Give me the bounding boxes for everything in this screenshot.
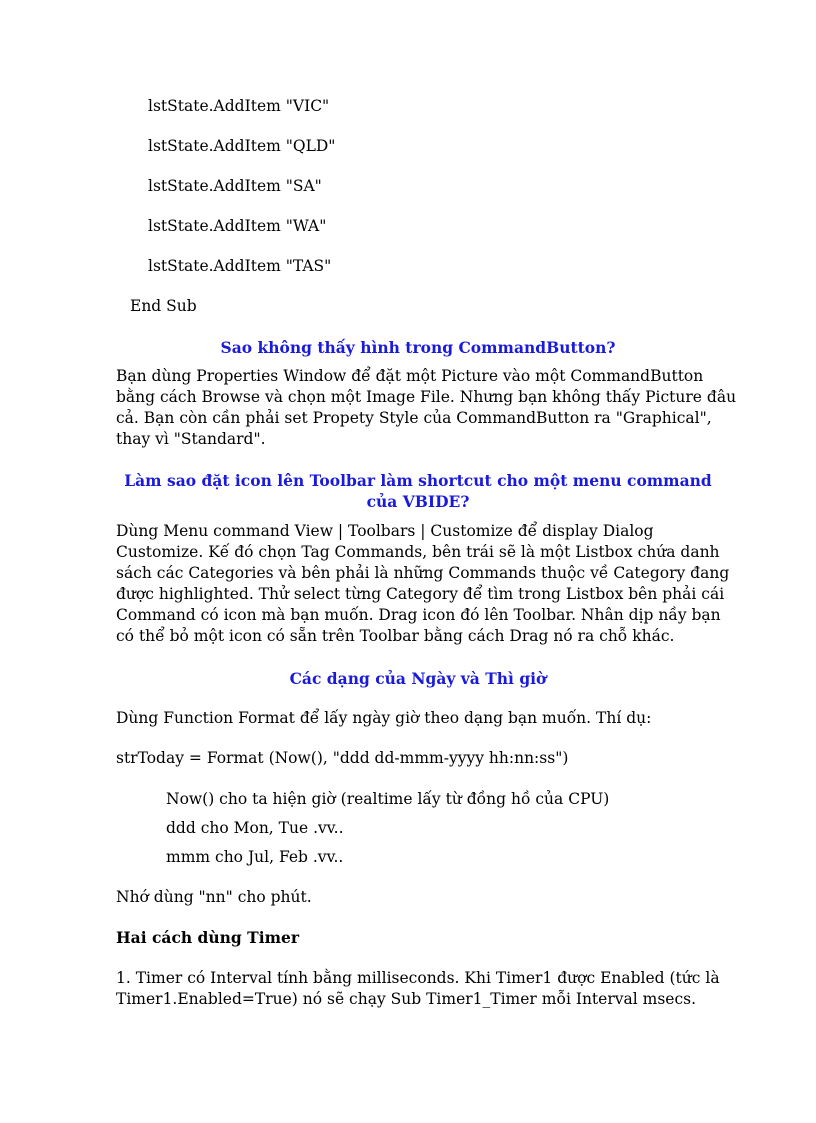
- paragraph-line: Customize. Kế đó chọn Tag Commands, bên trái sẽ là một Listbox chứa danh: [116, 543, 720, 561]
- paragraph-line: có thể bỏ một icon có sẵn trên Toolbar bằng cách Drag nó ra chỗ khác.: [116, 627, 675, 645]
- heading-toolbar-icon-cont: của VBIDE?: [366, 492, 470, 511]
- paragraph-line: cả. Bạn còn cần phải set Propety Style của CommandButton ra "Graphical",: [116, 409, 712, 427]
- paragraph-line: thay vì "Standard".: [116, 430, 266, 448]
- heading-date-time-formats: Các dạng của Ngày và Thì giờ: [289, 669, 547, 688]
- code-line: lstState.AddItem "WA": [148, 217, 327, 235]
- paragraph-line: Nhớ dùng "nn" cho phút.: [116, 888, 312, 906]
- paragraph-line: Dùng Function Format để lấy ngày giờ theo dạng bạn muốn. Thí dụ:: [116, 709, 652, 727]
- code-line: lstState.AddItem "TAS": [148, 257, 332, 275]
- example-code-line: strToday = Format (Now(), "ddd dd-mmm-yyyy hh:nn:ss"): [116, 749, 569, 767]
- paragraph-line: sách các Categories và bên phải là những Commands thuộc về Category đang: [116, 564, 730, 582]
- format-note: Now() cho ta hiện giờ (realtime lấy từ đồng hồ của CPU): [166, 790, 610, 808]
- heading-commandbutton-picture: Sao không thấy hình trong CommandButton?: [220, 338, 616, 357]
- heading-timer: Hai cách dùng Timer: [116, 928, 300, 947]
- paragraph-line: Timer1.Enabled=True) nó sẽ chạy Sub Timer1_Timer mỗi Interval msecs.: [116, 990, 697, 1008]
- paragraph-line: 1. Timer có Interval tính bằng milliseconds. Khi Timer1 được Enabled (tức là: [116, 969, 720, 987]
- format-note: ddd cho Mon, Tue .vv..: [166, 819, 344, 837]
- code-end-sub: End Sub: [130, 297, 197, 315]
- heading-toolbar-icon: Làm sao đặt icon lên Toolbar làm shortcut cho một menu command: [124, 471, 712, 490]
- paragraph-line: bằng cách Browse và chọn một Image File. Nhưng bạn không thấy Picture đâu: [116, 388, 737, 406]
- code-line: lstState.AddItem "VIC": [148, 97, 330, 115]
- paragraph-line: Bạn dùng Properties Window để đặt một Picture vào một CommandButton: [116, 367, 704, 385]
- code-line: lstState.AddItem "SA": [148, 177, 322, 195]
- paragraph-line: Command có icon mà bạn muốn. Drag icon đó lên Toolbar. Nhân dịp nầy bạn: [116, 606, 721, 624]
- paragraph-line: Dùng Menu command View | Toolbars | Customize để display Dialog: [116, 522, 654, 540]
- format-note: mmm cho Jul, Feb .vv..: [166, 848, 344, 866]
- code-line: lstState.AddItem "QLD": [148, 137, 336, 155]
- paragraph-line: được highlighted. Thử select từng Category để tìm trong Listbox bên phải cái: [116, 585, 725, 603]
